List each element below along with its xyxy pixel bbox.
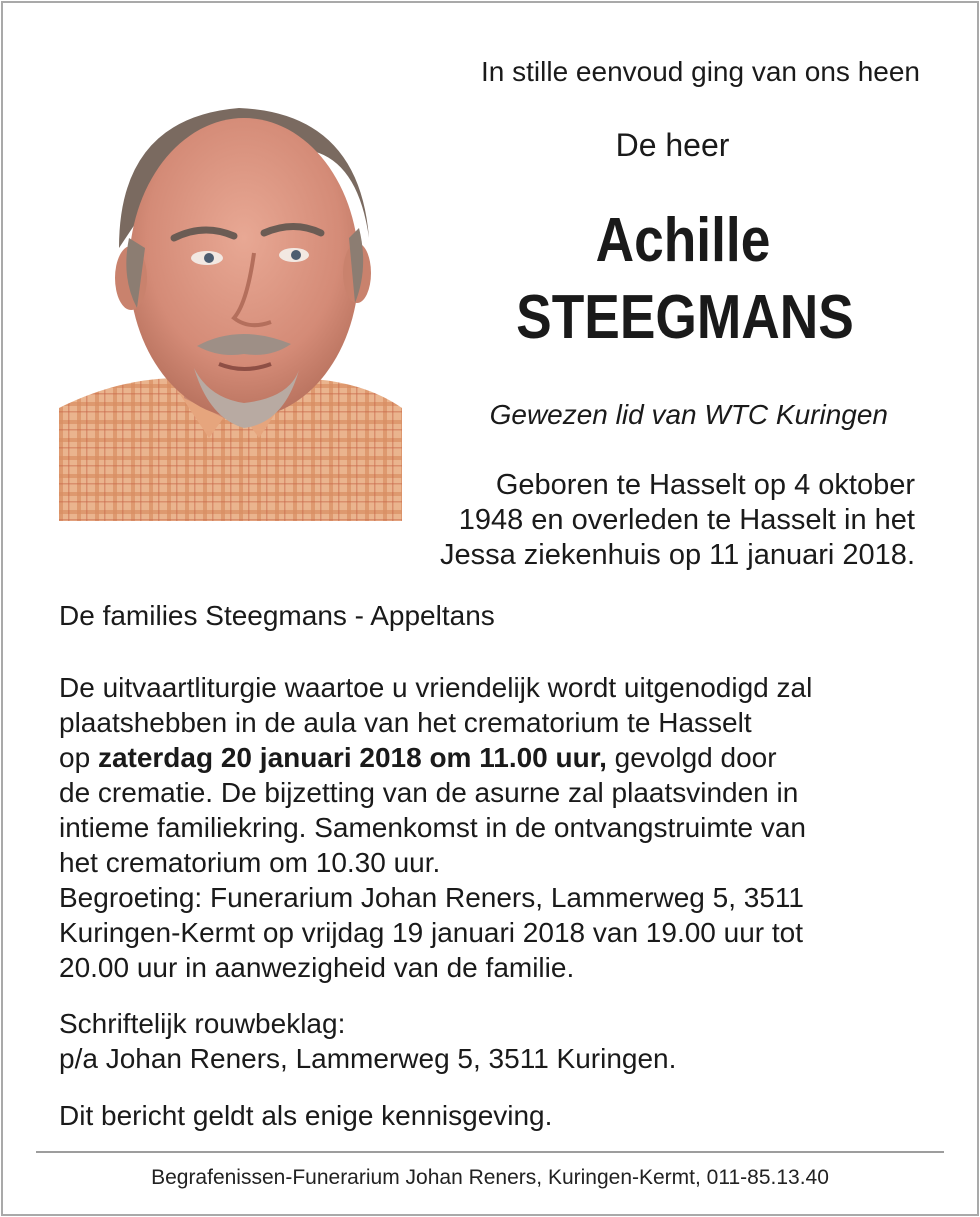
last-name: STEEGMANS <box>516 283 854 352</box>
funeral-line: de crematie. De bijzetting van de asurne zal plaatsvinden in <box>59 777 799 808</box>
funeral-line: 20.00 uur in aanwezigheid van de familie. <box>59 952 575 983</box>
notice-text: Dit bericht geldt als enige kennisgeving. <box>59 1100 553 1131</box>
footer-divider <box>36 1151 944 1153</box>
funeral-details <box>59 670 939 985</box>
footer-text: Begrafenissen-Funerarium Johan Reners, Kuringen-Kermt, 011-85.13.40 <box>151 1166 829 1189</box>
funeral-line: Begroeting: Funerarium Johan Reners, Lammerweg 5, 3511 <box>59 882 804 913</box>
funeral-line: De uitvaartliturgie waartoe u vriendelijk wordt uitgenodigd zal <box>59 672 813 703</box>
funeral-line: plaatshebben in de aula van het crematorium te Hasselt <box>59 707 752 738</box>
funeral-line: het crematorium om 10.30 uur. <box>59 847 441 878</box>
condolence-address: p/a Johan Reners, Lammerweg 5, 3511 Kuringen. <box>59 1043 677 1074</box>
birth-line: 1948 en overleden te Hasselt in het <box>458 504 915 536</box>
families-text: De families Steegmans - Appeltans <box>59 600 495 631</box>
intro-text: In stille eenvoud ging van ons heen <box>481 56 920 87</box>
honorific-title: De heer <box>615 127 730 163</box>
membership-text: Gewezen lid van WTC Kuringen <box>489 399 888 430</box>
funeral-date-prefix: op <box>59 742 98 773</box>
funeral-date-suffix: gevolgd door <box>606 742 777 773</box>
birth-line: Jessa ziekenhuis op 11 januari 2018. <box>439 539 915 571</box>
funeral-line <box>59 740 939 775</box>
funeral-line: Kuringen-Kermt op vrijdag 19 januari 2018 van 19.00 uur tot <box>59 917 804 948</box>
condolence-info <box>59 1006 939 1076</box>
portrait-photo <box>59 78 402 521</box>
birth-line: Geboren te Hasselt op 4 oktober <box>495 469 915 501</box>
funeral-line: intieme familiekring. Samenkomst in de ontvangstruimte van <box>59 812 807 843</box>
first-name: Achille <box>595 206 771 275</box>
funeral-date: zaterdag 20 januari 2018 om 11.00 uur, <box>97 742 607 773</box>
condolence-label: Schriftelijk rouwbeklag: <box>59 1008 346 1039</box>
birth-death-info <box>400 468 915 573</box>
